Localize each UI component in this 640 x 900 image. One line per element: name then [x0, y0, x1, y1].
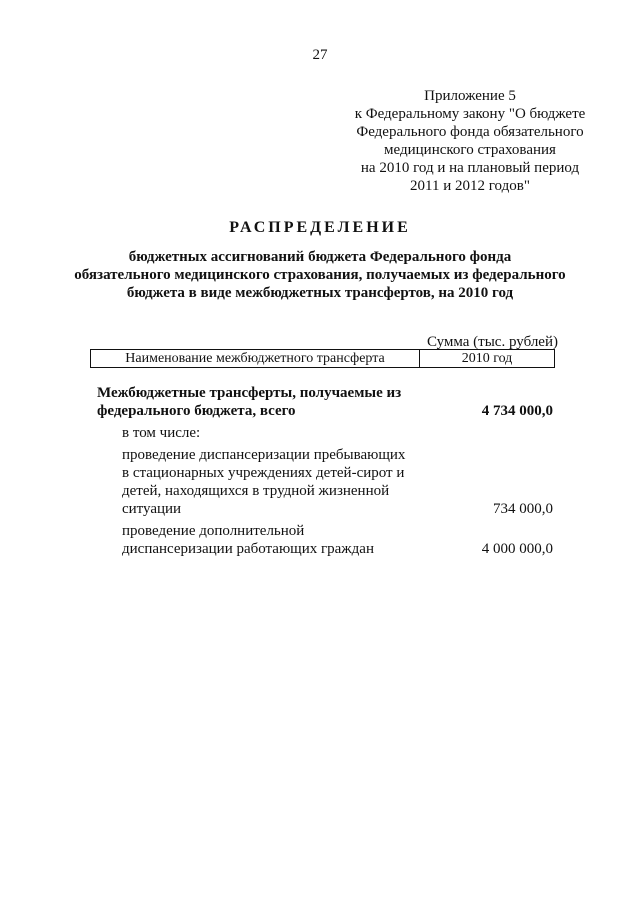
table-header	[90, 349, 555, 368]
row-label	[122, 446, 422, 518]
row-value: 4 734 000,0	[481, 403, 553, 419]
unit-note: Сумма (тыс. рублей)	[426, 334, 558, 350]
row-label-line: в стационарных учреждениях детей-сирот и	[122, 465, 405, 481]
subtitle-line: бюджета в виде межбюджетных трансфертов, на 2010 год	[126, 285, 514, 301]
page-number: 27	[312, 47, 328, 63]
appendix-line: медицинского страхования	[384, 142, 556, 158]
document-title: РАСПРЕДЕЛЕНИЕ	[229, 219, 411, 236]
table-row	[122, 522, 553, 558]
subtitle-line: бюджетных ассигнований бюджета Федерального фонда	[128, 249, 512, 265]
document-subtitle	[40, 248, 600, 302]
table-row	[122, 446, 553, 518]
row-label	[122, 522, 422, 558]
appendix-line: на 2010 год и на плановый период	[360, 160, 580, 176]
appendix-reference	[320, 87, 620, 195]
row-label: в том числе:	[122, 425, 201, 441]
row-label-line: проведение дополнительной	[122, 523, 305, 539]
column-header-name: Наименование межбюджетного трансферта	[91, 350, 420, 367]
row-label-line: Межбюджетные трансферты, получаемые из	[97, 385, 402, 401]
row-label-line: диспансеризации работающих граждан	[122, 541, 374, 557]
row-label-line: детей, находящихся в трудной жизненной	[122, 483, 390, 499]
appendix-line: Федерального фонда обязательного	[356, 124, 584, 140]
row-label-line: проведение диспансеризации пребывающих	[122, 447, 406, 463]
row-label-line: ситуации	[122, 501, 182, 517]
row-label-line: федерального бюджета, всего	[97, 403, 296, 419]
appendix-line: к Федеральному закону "О бюджете	[354, 106, 586, 122]
appendix-line: 2011 и 2012 годов"	[410, 178, 530, 194]
appendix-line: Приложение 5	[424, 88, 516, 104]
table-row-total	[97, 384, 553, 420]
row-label	[97, 384, 437, 420]
column-header-year: 2010 год	[461, 351, 513, 366]
row-value: 4 000 000,0	[481, 541, 553, 557]
row-value: 734 000,0	[493, 501, 553, 517]
subtitle-line: обязательного медицинского страхования, получаемых из федерального	[74, 267, 566, 283]
table-row-including	[122, 424, 422, 442]
